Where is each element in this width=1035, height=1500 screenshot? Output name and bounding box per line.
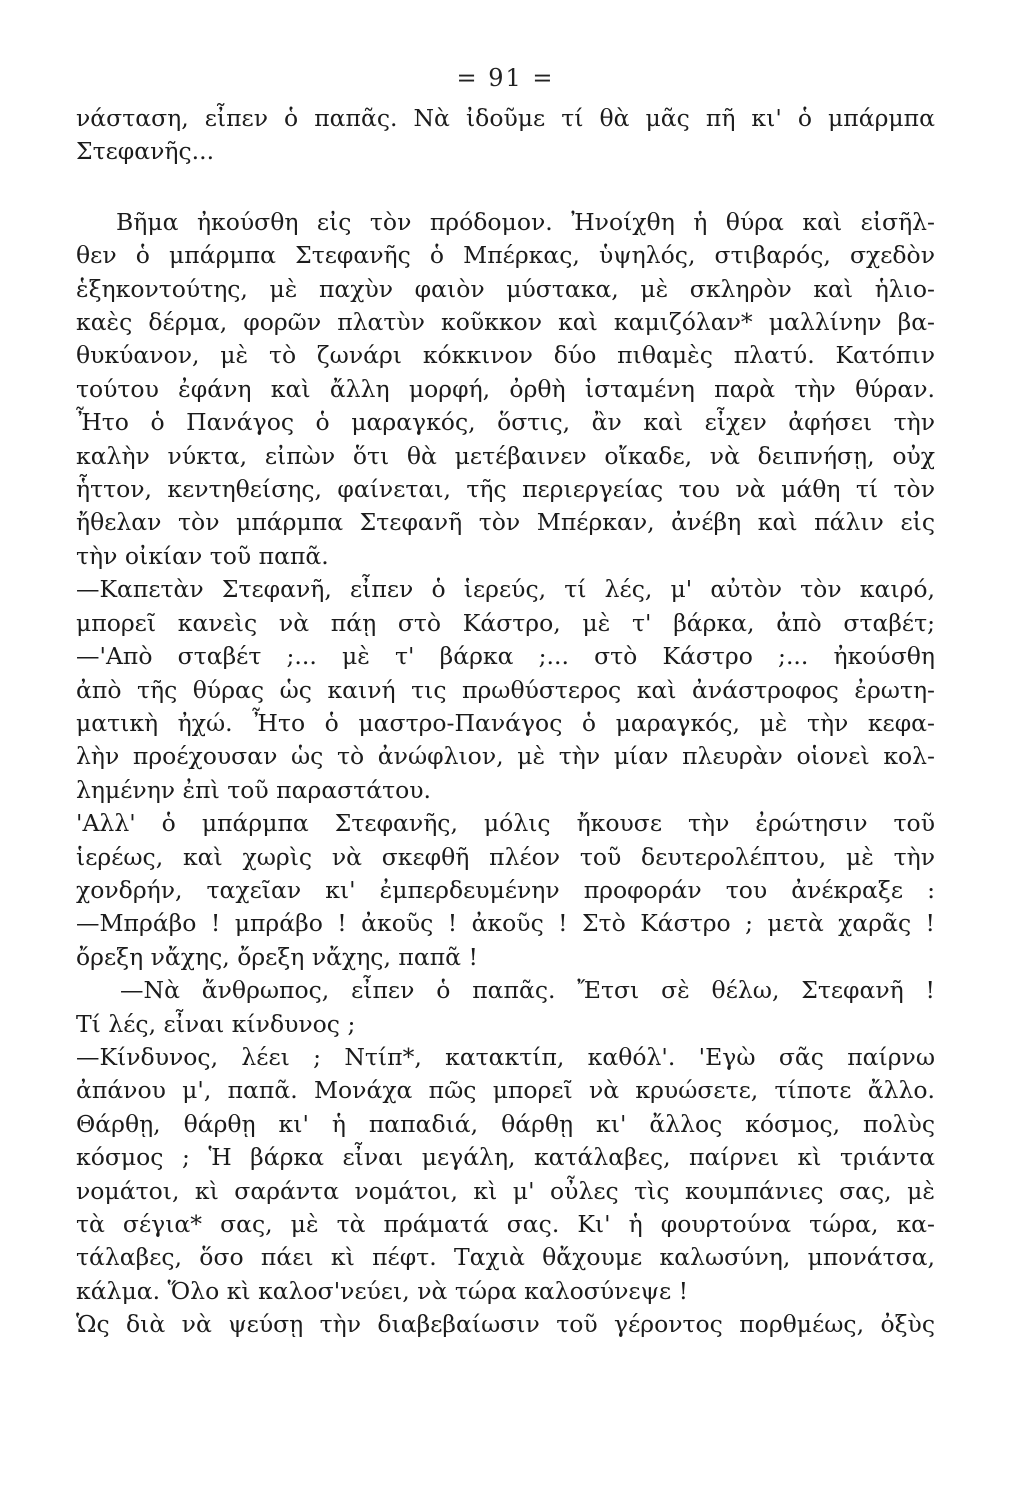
text-line: ἱερέως, καὶ χωρὶς νὰ σκεφθῆ πλέον τοῦ δευτερολέπτου, μὲ τὴν <box>76 842 935 871</box>
page-number: = 91 = <box>456 64 555 92</box>
text-line: —Κίνδυνος, λέει ; Ντίπ*, κατακτίπ, καθόλ'. 'Εγὼ σᾶς παίρνω <box>76 1042 935 1071</box>
text-line: θεν ὁ μπάρμπα Στεφανῆς ὁ Μπέρκας, ὑψηλός, στιβαρός, σχεδὸν <box>76 241 935 270</box>
text-line: τούτου ἐφάνη καὶ ἄλλη μορφή, ὀρθὴ ἱσταμένη παρὰ τὴν θύραν. <box>76 374 935 403</box>
text-line: —'Απὸ σταβέτ ;... μὲ τ' βάρκα ;... στὸ Κάστρο ;... ἠκούσθη <box>76 642 935 671</box>
text-line: ἀπάνου μ', παπᾶ. Μονάχα πῶς μπορεῖ νὰ κρυώσετε, τίποτε ἄλλο. <box>76 1076 935 1105</box>
text-line: μπορεῖ κανεὶς νὰ πάῃ στὸ Κάστρο, μὲ τ' βάρκα, ἀπὸ σταβέτ; <box>76 608 935 637</box>
text-line: —Μπράβο ! μπράβο ! ἀκοῦς ! ἀκοῦς ! Στὸ Κάστρο ; μετὰ χαρᾶς ! <box>76 909 935 938</box>
text-line: νομάτοι, κὶ σαράντα νομάτοι, κὶ μ' οὖλες τὶς κουμπάνιες σας, μὲ <box>76 1176 935 1205</box>
text-line: καλὴν νύκτα, εἰπὼν ὅτι θὰ μετέβαινεν οἴκαδε, νὰ δειπνήσῃ, οὐχ <box>76 441 935 470</box>
text-line: ἤθελαν τὸν μπάρμπα Στεφανῆ τὸν Μπέρκαν, ἀνέβη καὶ πάλιν εἰς <box>76 508 935 537</box>
text-line: —Νὰ ἄνθρωπος, εἶπεν ὁ παπᾶς. Ἔτσι σὲ θέλω, Στεφανῆ ! <box>120 976 935 1005</box>
text-line: θυκύανον, μὲ τὸ ζωνάρι κόκκινον δύο πιθαμὲς πλατύ. Κατόπιν <box>76 341 935 370</box>
text-line: τὴν οἰκίαν τοῦ παπᾶ. <box>76 541 329 570</box>
text-line: κάλμα. Ὅλο κὶ καλοσ'νεύει, νὰ τώρα καλοσύνεψε ! <box>76 1276 689 1305</box>
text-line: Τί λές, εἶναι κίνδυνος ; <box>76 1009 356 1038</box>
text-line: νάσταση, εἶπεν ὁ παπᾶς. Νὰ ἰδοῦμε τί θὰ μᾶς πῆ κι' ὁ μπάρμπα <box>76 104 935 132</box>
text-line: κόσμος ; Ἡ βάρκα εἶναι μεγάλη, κατάλαβες, παίρνει κὶ τριάντα <box>76 1143 935 1172</box>
text-line: ὄρεξη νἄχης, ὄρεξη νἄχης, παπᾶ ! <box>76 942 478 971</box>
text-line: Θάρθῃ, θάρθῃ κι' ἡ παπαδιά, θάρθῃ κι' ἄλλος κόσμος, πολὺς <box>76 1109 935 1138</box>
text-line: ἀπὸ τῆς θύρας ὡς καινή τις πρωθύστερος καὶ ἀνάστροφος ἐρωτη- <box>76 675 935 704</box>
text-line: Ὡς διὰ νὰ ψεύσῃ τὴν διαβεβαίωσιν τοῦ γέροντος πορθμέως, ὀξὺς <box>76 1310 935 1339</box>
text-line: Ἦτο ὁ Πανάγος ὁ μαραγκός, ὅστις, ἂν καὶ εἶχεν ἀφήσει τὴν <box>76 408 935 437</box>
text-line: τὰ σέγια* σας, μὲ τὰ πράματά σας. Κι' ἡ φουρτούνα τώρα, κα- <box>76 1210 935 1238</box>
body-text <box>76 102 935 1342</box>
text-line: ἑξηκοντούτης, μὲ παχὺν φαιὸν μύστακα, μὲ σκληρὸν καὶ ἡλιο- <box>76 274 935 303</box>
text-line: ἧττον, κεντηθείσης, φαίνεται, τῆς περιεργείας του νὰ μάθη τί τὸν <box>76 475 935 504</box>
text-line: 'Αλλ' ὁ μπάρμπα Στεφανῆς, μόλις ἤκουσε τὴν ἐρώτησιν τοῦ <box>76 809 935 838</box>
text-line: —Καπετὰν Στεφανῆ, εἶπεν ὁ ἱερεύς, τί λές, μ' αὐτὸν τὸν καιρό, <box>76 575 935 604</box>
text-line: λὴν προέχουσαν ὡς τὸ ἀνώφλιον, μὲ τὴν μίαν πλευρὰν οἱονεὶ κολ- <box>76 742 935 771</box>
text-line: Στεφανῆς... <box>76 137 215 166</box>
text-line: ματικὴ ἠχώ. Ἦτο ὁ μαστρο-Πανάγος ὁ μαραγκός, μὲ τὴν κεφα- <box>76 708 935 737</box>
text-line: λημένην ἐπὶ τοῦ παραστάτου. <box>76 775 432 804</box>
text-line: τάλαβες, ὅσο πάει κὶ πέφτ. Ταχιὰ θἄχουμε καλωσύνη, μπονάτσα, <box>76 1243 935 1272</box>
text-line: χονδρήν, ταχεῖαν κι' ἐμπερδευμένην προφοράν του ἀνέκραξε : <box>76 875 935 904</box>
text-line: καὲς δέρμα, φορῶν πλατὺν κοῦκκον καὶ καμιζόλαν* μαλλίνην βα- <box>76 308 935 337</box>
text-line: Βῆμα ἠκούσθη εἰς τὸν πρόδομον. Ἠνοίχθη ἡ θύρα καὶ εἰσῆλ- <box>116 207 935 236</box>
paragraph-gap <box>76 169 935 206</box>
